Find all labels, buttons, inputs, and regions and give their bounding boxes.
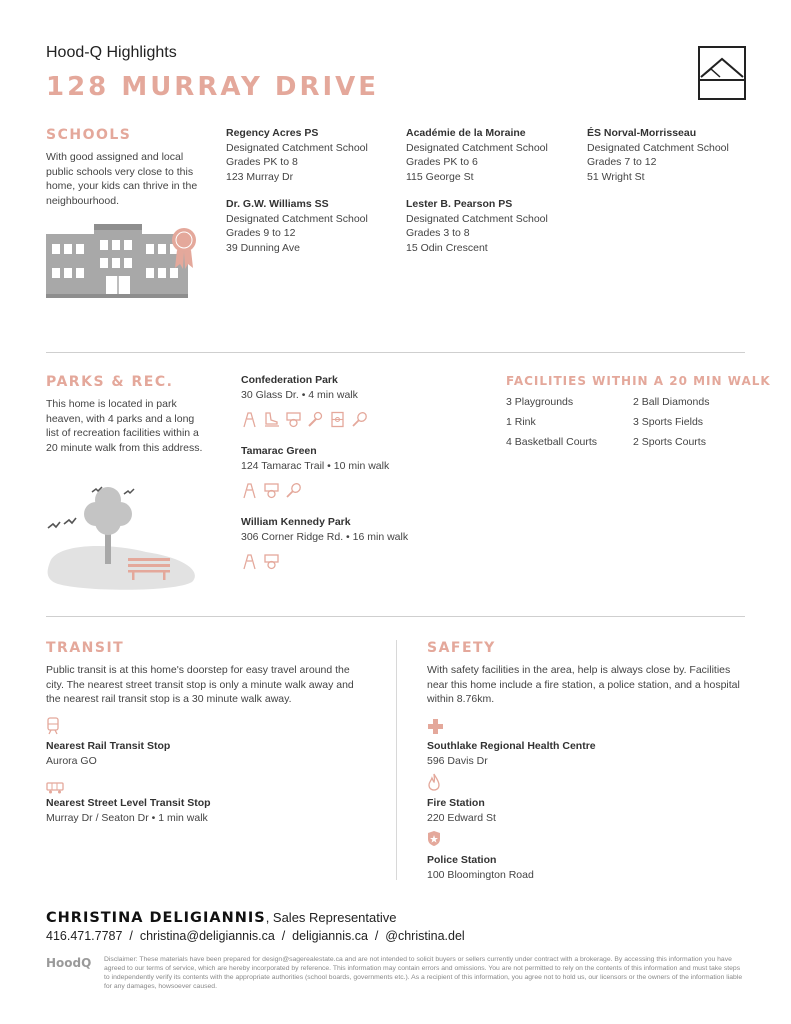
school-grades: Grades 9 to 12 [226,227,296,239]
safety-description: With safety facilities in the area, help is always close by. Facilities near this home include a fire station, a police station, and a hospital within 8.76km. [427,664,740,705]
police-station-item [427,853,534,882]
section-divider [46,352,745,353]
park-amenity-icons [241,553,461,570]
school-grades: Grades PK to 8 [226,156,298,168]
school-item [226,126,396,184]
basketball-icon [263,553,280,570]
skate-icon [263,411,280,428]
school-item [406,197,576,255]
schools-description: With good assigned and local public schools very close to this home, your kids can thrive in the neighbourhood. [46,151,198,207]
park-name: William Kennedy Park [241,516,351,528]
facility-item: 4 Basketball Courts [506,436,598,448]
school-name: Dr. G.W. Williams SS [226,198,329,210]
basketball-icon [263,482,280,499]
facility-item: 3 Playgrounds [506,396,574,408]
hospital-label: Southlake Regional Health Centre [427,740,596,752]
school-type: Designated Catchment School [226,212,368,225]
facility-item: 1 Rink [506,416,536,428]
park-detail: 30 Glass Dr. • 4 min walk [241,388,358,401]
hospital-value: 596 Davis Dr [427,754,488,767]
school-name: Lester B. Pearson PS [406,198,513,210]
sports-field-icon [329,411,346,428]
section-divider [46,616,745,617]
fire-icon [428,773,440,791]
park-name: Tamarac Green [241,445,317,457]
rail-transit-value: Aurora GO [46,754,97,767]
basketball-icon [285,411,302,428]
parks-description: This home is located in park heaven, with 4 parks and a long list of recreation facilities within a 20 minute walk from this address. [46,398,203,454]
agent-contact: 416.471.7787 / christina@deligiannis.ca / deligiannis.ca / @christina.del [46,929,465,943]
police-badge-icon [427,830,441,847]
park-detail: 306 Corner Ridge Rd. • 16 min walk [241,530,409,543]
park-name: Confederation Park [241,374,338,386]
parks-title: PARKS & REC. [46,374,174,390]
hoodq-logo: HoodQ [46,956,92,970]
school-building-illustration [46,224,204,300]
bus-icon [46,781,64,793]
agent-name: CHRISTINA DELIGIANNIS [46,910,266,926]
school-address: 39 Dunning Ave [226,241,300,254]
facility-item: 2 Sports Courts [633,436,706,448]
baseball-icon [307,411,324,428]
school-type: Designated Catchment School [587,141,729,154]
column-divider [396,640,397,880]
facility-item: 2 Ball Diamonds [633,396,710,408]
park-item [241,373,461,428]
school-name: ÉS Norval-Morrisseau [587,127,697,139]
rail-transit-item [46,739,170,768]
transit-description: Public transit is at this home's doorstep for easy travel around the city. The nearest street transit stop is only a minute walk away and the nearest rail transit stop is a 30 minute walk away. [46,664,354,705]
agent-signature [46,909,396,927]
hospital-item [427,739,596,768]
park-amenity-icons [241,411,461,428]
transit-title: TRANSIT [46,640,125,656]
park-item [241,444,461,499]
school-grades: Grades PK to 6 [406,156,478,168]
schools-title: SCHOOLS [46,127,132,143]
house-logo-icon [698,46,746,100]
fire-station-value: 220 Edward St [427,811,496,824]
tennis-icon [351,411,368,428]
school-type: Designated Catchment School [226,141,368,154]
school-item [226,197,396,255]
fire-station-item [427,796,496,825]
school-name: Regency Acres PS [226,127,319,139]
playground-icon [241,411,258,428]
train-icon [46,717,60,735]
street-transit-label: Nearest Street Level Transit Stop [46,797,211,809]
hospital-cross-icon [427,718,444,735]
school-grades: Grades 7 to 12 [587,156,657,168]
park-illustration [46,484,198,590]
school-item [587,126,757,184]
school-type: Designated Catchment School [406,212,548,225]
school-address: 15 Odin Crescent [406,241,488,254]
playground-icon [241,553,258,570]
school-grades: Grades 3 to 8 [406,227,470,239]
safety-title: SAFETY [427,640,496,656]
agent-role: , Sales Representative [265,910,397,925]
school-address: 123 Murray Dr [226,170,294,183]
park-amenity-icons [241,482,461,499]
street-transit-value: Murray Dr / Seaton Dr • 1 min walk [46,811,208,824]
park-item [241,515,461,570]
playground-icon [241,482,258,499]
police-station-value: 100 Bloomington Road [427,868,534,881]
facility-item: 3 Sports Fields [633,416,704,428]
police-station-label: Police Station [427,854,497,866]
school-address: 51 Wright St [587,170,645,183]
street-transit-item [46,796,211,825]
disclaimer-text: Disclaimer: These materials have been prepared for design@sagerealestate.ca and are not intended to solicit buyers or sellers currently under contract with a brokerage. By accessing this information you have agreed to our terms of service, which are hereby incorporated by reference. This information may contain errors and omissions. You are not permitted to rely on the contents of this information and must take steps to independently verify its contents with the appropriate authorities (school boards, governments etc.). As a recipient of this information, you agree not to hold us, our licensors or the owners of the information liable for any damages, howsoever caused. [104,956,743,990]
page-title: 128 MURRAY DRIVE [46,72,380,102]
school-item [406,126,576,184]
rail-transit-label: Nearest Rail Transit Stop [46,740,171,752]
school-name: Académie de la Moraine [406,127,526,139]
brand-line: Hood-Q Highlights [46,44,177,61]
fire-station-label: Fire Station [427,797,485,809]
facilities-title: FACILITIES WITHIN A 20 MIN WALK [506,374,771,388]
tennis-icon [285,482,302,499]
school-address: 115 George St [406,170,474,183]
park-detail: 124 Tamarac Trail • 10 min walk [241,459,390,472]
facilities-list [506,395,743,449]
school-type: Designated Catchment School [406,141,548,154]
